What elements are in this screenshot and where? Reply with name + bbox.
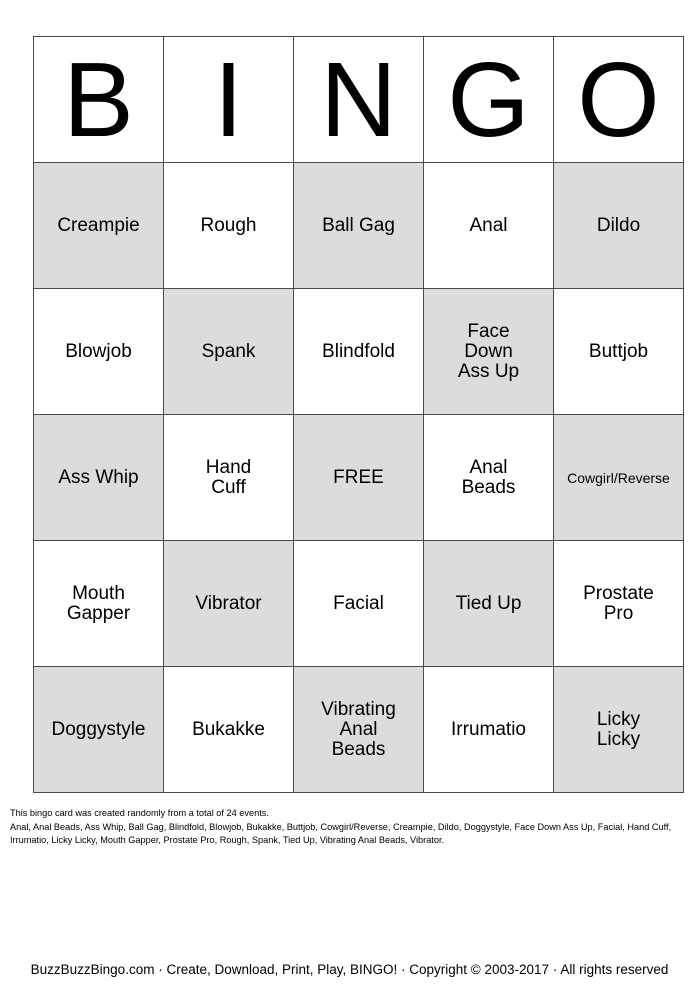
header-letter-g: G xyxy=(424,37,554,163)
bingo-cell: Creampie xyxy=(34,163,164,289)
bingo-cell: Anal xyxy=(424,163,554,289)
bingo-cell: Blowjob xyxy=(34,289,164,415)
bingo-cell: Dildo xyxy=(554,163,684,289)
bingo-cell: Ball Gag xyxy=(294,163,424,289)
event-list-note xyxy=(10,807,695,848)
header-letter-n: N xyxy=(294,37,424,163)
bingo-header-row xyxy=(34,37,684,163)
event-count-text: This bingo card was created randomly from a total of 24 events. xyxy=(10,808,269,818)
bingo-row xyxy=(34,415,684,541)
footer-copyright: BuzzBuzzBingo.com · Create, Download, Print, Play, BINGO! · Copyright © 2003-2017 · All rights reserved xyxy=(30,962,669,977)
bingo-cell: Licky Licky xyxy=(554,667,684,793)
bingo-cell: Doggystyle xyxy=(34,667,164,793)
bingo-cell: Vibrator xyxy=(164,541,294,667)
bingo-cell: Cowgirl/Reverse xyxy=(554,415,684,541)
bingo-cell: Blindfold xyxy=(294,289,424,415)
bingo-cell: Rough xyxy=(164,163,294,289)
bingo-cell: Mouth Gapper xyxy=(34,541,164,667)
bingo-row xyxy=(34,541,684,667)
header-letter-o: O xyxy=(554,37,684,163)
bingo-cell: Vibrating Anal Beads xyxy=(294,667,424,793)
event-list-text: Anal, Anal Beads, Ass Whip, Ball Gag, Blindfold, Blowjob, Bukakke, Buttjob, Cowgirl/Reverse, Creampie, Dildo, Doggystyle, Face Down Ass Up, Facial, Hand Cuff, Irrumatio, Licky Licky, Mouth Gapper, Prostate Pro, Rough, Spank, Tied Up, Vibrating Anal Beads, Vibrator. xyxy=(10,821,672,845)
bingo-cell: Anal Beads xyxy=(424,415,554,541)
bingo-cell: Buttjob xyxy=(554,289,684,415)
bingo-cell: Tied Up xyxy=(424,541,554,667)
bingo-cell: Prostate Pro xyxy=(554,541,684,667)
bingo-cell: Irrumatio xyxy=(424,667,554,793)
header-letter-b: B xyxy=(34,37,164,163)
bingo-cell: Ass Whip xyxy=(34,415,164,541)
bingo-cell: Face Down Ass Up xyxy=(424,289,554,415)
bingo-card xyxy=(33,36,684,793)
bingo-row xyxy=(34,289,684,415)
bingo-row xyxy=(34,667,684,793)
bingo-cell: Facial xyxy=(294,541,424,667)
bingo-cell: Hand Cuff xyxy=(164,415,294,541)
bingo-cell: Spank xyxy=(164,289,294,415)
bingo-row xyxy=(34,163,684,289)
free-space-cell: FREE xyxy=(294,415,424,541)
header-letter-i: I xyxy=(164,37,294,163)
bingo-cell: Bukakke xyxy=(164,667,294,793)
